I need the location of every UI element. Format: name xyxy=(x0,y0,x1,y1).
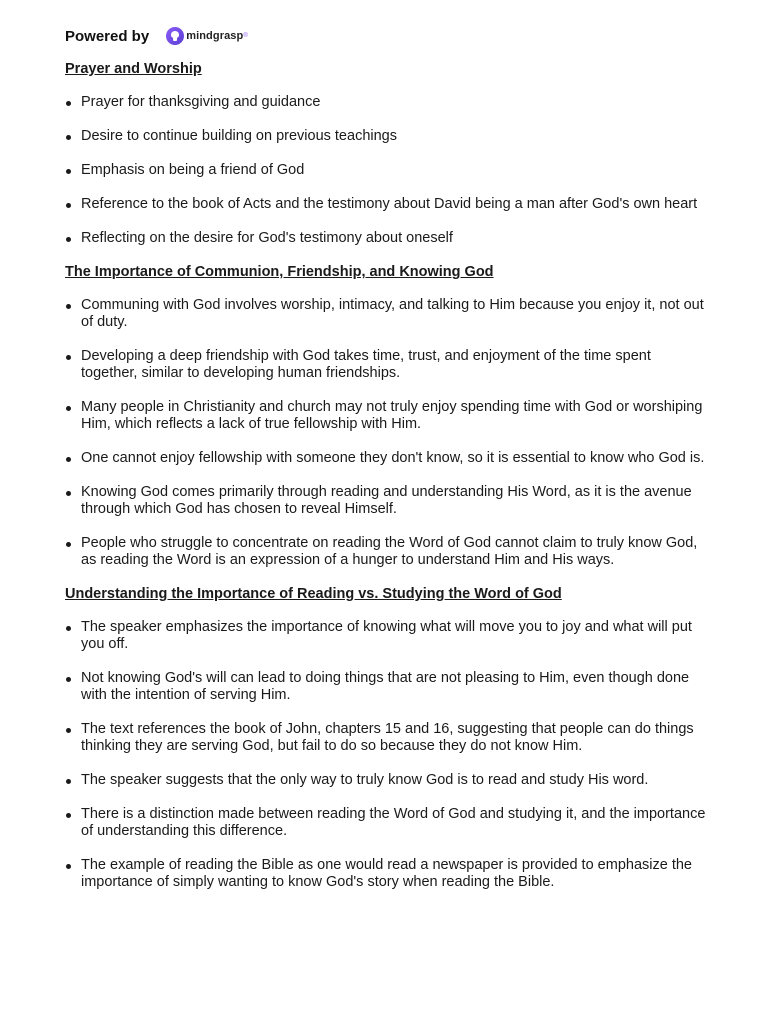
list-item: The example of reading the Bible as one would read a newspaper is provided to emphasize the importance of simply wanting to know God's story when reading the Bible. xyxy=(65,857,710,891)
list-item: Prayer for thanksgiving and guidance xyxy=(65,94,710,111)
list-item: Communing with God involves worship, intimacy, and talking to Him because you enjoy it, not out of duty. xyxy=(65,297,710,331)
list-item: Many people in Christianity and church may not truly enjoy spending time with God or worshiping Him, which reflects a lack of true fellowship with Him. xyxy=(65,399,710,433)
section-title: Understanding the Importance of Reading vs. Studying the Word of God xyxy=(65,586,562,602)
list-item: Not knowing God's will can lead to doing things that are not pleasing to Him, even though done with the intention of serving Him. xyxy=(65,670,710,704)
list-item: Reference to the book of Acts and the testimony about David being a man after God's own heart xyxy=(65,196,710,213)
list-item: Developing a deep friendship with God takes time, trust, and enjoyment of the time spent together, similar to developing human friendships. xyxy=(65,348,710,382)
brain-icon xyxy=(166,27,184,45)
bullet-list xyxy=(65,619,710,891)
bullet-list xyxy=(65,297,710,569)
powered-by-label: Powered by xyxy=(65,27,150,45)
brand-name: mindgrasp xyxy=(186,30,244,42)
list-item: The text references the book of John, chapters 15 and 16, suggesting that people can do things thinking they are serving God, but fail to do so because they do not know Him. xyxy=(65,721,710,755)
section-title: The Importance of Communion, Friendship, and Knowing God xyxy=(65,264,494,280)
powered-by-header xyxy=(65,26,248,46)
bullet-list xyxy=(65,94,710,247)
list-item: The speaker emphasizes the importance of knowing what will move you to joy and what will put you off. xyxy=(65,619,710,653)
summary-content xyxy=(65,58,710,908)
list-item: People who struggle to concentrate on reading the Word of God cannot claim to truly know God, as reading the Word is an expression of a hunger to understand Him and His ways. xyxy=(65,535,710,569)
mindgrasp-logo xyxy=(166,27,248,45)
list-item: Knowing God comes primarily through reading and understanding His Word, as it is the avenue through which God has chosen to reveal Himself. xyxy=(65,484,710,518)
section-title: Prayer and Worship xyxy=(65,61,202,77)
list-item: The speaker suggests that the only way to truly know God is to read and study His word. xyxy=(65,772,710,789)
list-item: One cannot enjoy fellowship with someone they don't know, so it is essential to know who God is. xyxy=(65,450,710,467)
list-item: There is a distinction made between reading the Word of God and studying it, and the importance of understanding this difference. xyxy=(65,806,710,840)
list-item: Reflecting on the desire for God's testimony about oneself xyxy=(65,230,710,247)
registered-mark: ® xyxy=(243,33,248,39)
list-item: Desire to continue building on previous teachings xyxy=(65,128,710,145)
list-item: Emphasis on being a friend of God xyxy=(65,162,710,179)
